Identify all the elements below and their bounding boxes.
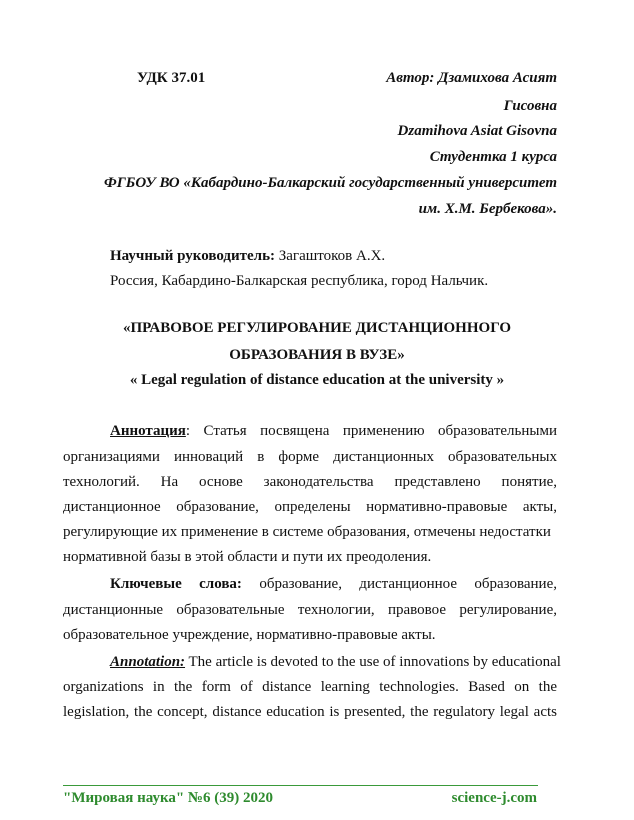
keywords-line3: образовательное учреждение, нормативно-правовые акты. bbox=[63, 627, 436, 643]
keywords-text: образование, дистанционное образование, bbox=[259, 576, 557, 592]
annotation-ru-line4: дистанционное образование, определены нормативно-правовые акты, bbox=[63, 499, 557, 515]
annotation-en-line3: legislation, the concept, distance education is presented, the regulatory legal acts bbox=[63, 704, 557, 720]
annotation-en-text: The article is devoted to the use of innovations by educational bbox=[188, 654, 561, 670]
author-name-en: Dzamihova Asiat Gisovna bbox=[397, 123, 557, 139]
supervisor-name: Загаштоков А.Х. bbox=[278, 248, 386, 264]
supervisor-line bbox=[110, 248, 385, 265]
annotation-en-line2: organizations in the form of distance learning technologies. Based on the bbox=[63, 679, 557, 695]
footer-journal: "Мировая наука" №6 (39) 2020 bbox=[63, 790, 273, 806]
annotation-ru-line1 bbox=[110, 421, 557, 442]
author-name-line1: Автор: Дзамихова Асият bbox=[386, 70, 557, 86]
title-ru-line2: ОБРАЗОВАНИЯ В ВУЗЕ» bbox=[229, 347, 405, 363]
annotation-ru-line3: технологий. На основе законодательства представлено понятие, bbox=[63, 474, 557, 490]
university-line1: ФГБОУ ВО «Кабардино-Балкарский государственный университет bbox=[104, 175, 557, 191]
annotation-en-line1 bbox=[110, 652, 561, 673]
keywords-line1 bbox=[110, 574, 557, 595]
supervisor-label: Научный руководитель: bbox=[110, 248, 275, 264]
udk-code: УДК 37.01 bbox=[137, 70, 206, 86]
footer-divider bbox=[63, 785, 538, 786]
annotation-ru-line5: регулирующие их применение в системе образования, отмечены недостатки bbox=[63, 524, 551, 540]
author-status: Студентка 1 курса bbox=[429, 149, 557, 165]
annotation-ru-line2: организациями инноваций в форме дистанционных образовательных bbox=[63, 449, 557, 465]
keywords-label: Ключевые слова: bbox=[110, 576, 242, 592]
location: Россия, Кабардино-Балкарская республика, город Нальчик. bbox=[110, 273, 489, 289]
university-line2: им. Х.М. Бербекова». bbox=[418, 201, 557, 217]
footer-site-link[interactable]: science-j.com bbox=[451, 790, 537, 806]
title-ru-line1: «ПРАВОВОЕ РЕГУЛИРОВАНИЕ ДИСТАНЦИОННОГО bbox=[122, 320, 512, 336]
title-en: « Legal regulation of distance education at the university » bbox=[129, 372, 505, 388]
annotation-en-label: Annotation: bbox=[110, 654, 186, 670]
keywords-line2: дистанционные образовательные технологии, правовое регулирование, bbox=[63, 602, 557, 618]
annotation-ru-colon: : bbox=[185, 423, 191, 439]
annotation-ru-label: Аннотация bbox=[110, 423, 186, 439]
annotation-ru-text: Статья посвящена применению образовательными bbox=[203, 423, 557, 439]
author-name-line2: Гисовна bbox=[503, 98, 557, 114]
annotation-ru-line6: нормативной базы в этой области и пути их преодоления. bbox=[63, 549, 432, 565]
